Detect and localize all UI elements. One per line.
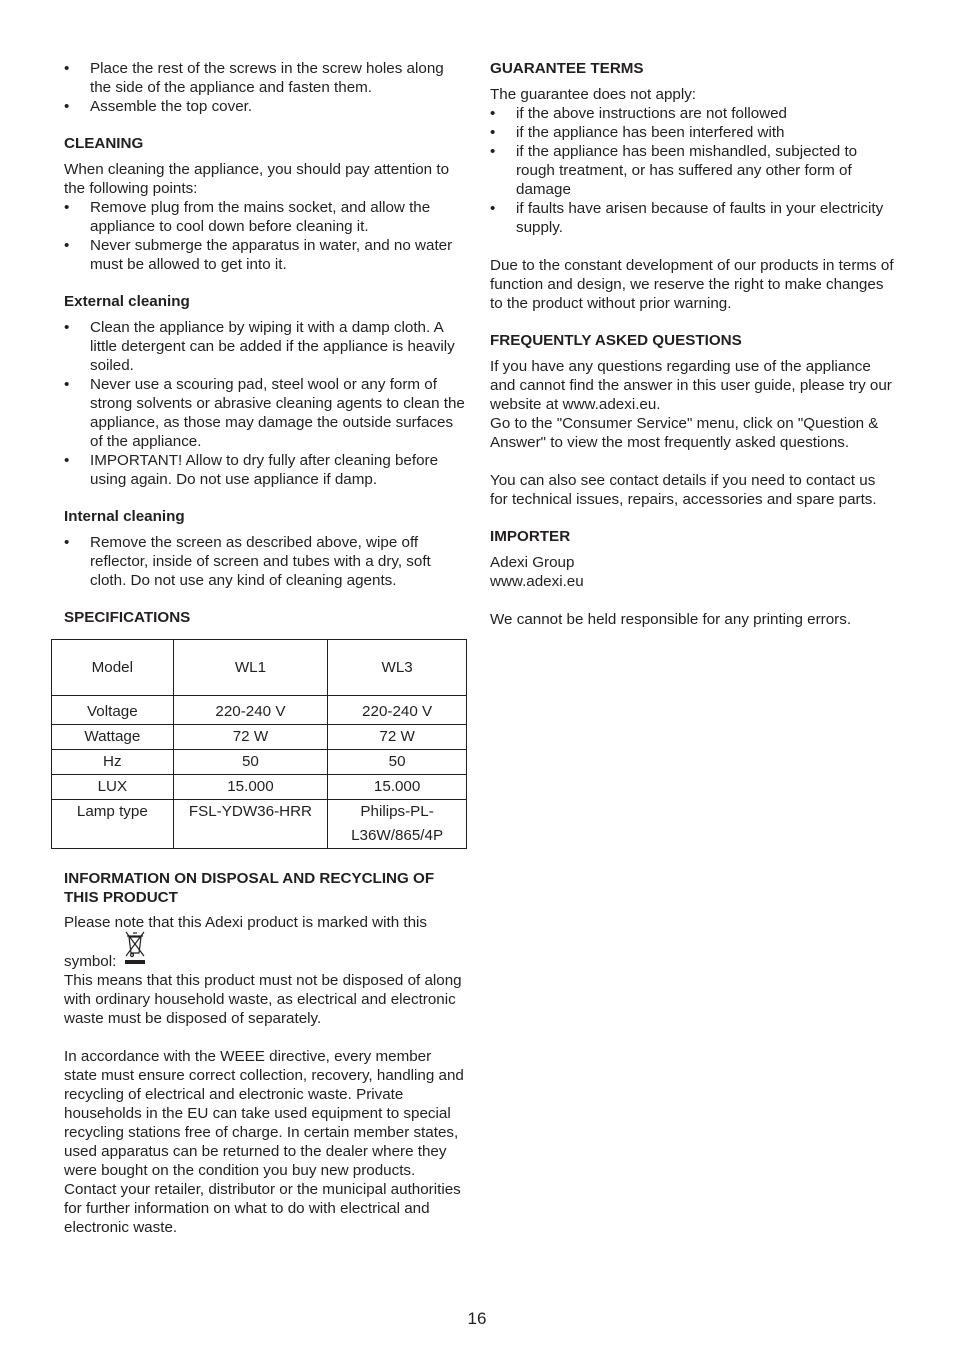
guarantee-heading: GUARANTEE TERMS [490,60,644,77]
list-item: • IMPORTANT! Allow to dry fully after cleaning before using again. Do not use appliance if damp. [64,451,468,489]
disposal-paragraph-1: Please note that this Adexi product is marked with this [64,914,428,931]
cleaning-intro: When cleaning the appliance, you should pay attention to the following points: [64,161,450,197]
table-cell: Wattage [52,725,174,750]
table-row [52,775,467,800]
importer-heading: IMPORTER [490,528,571,545]
external-cleaning-heading: External cleaning [64,293,190,310]
list-item: • if the appliance has been interfered with [490,123,894,142]
specifications-table [51,639,467,849]
external-cleaning-list [64,318,468,489]
table-cell: WL1 [173,640,328,696]
disposal-paragraph-3: In accordance with the WEEE directive, every member state must ensure correct collection, recovery, handling and recycling of electrical and electronic waste. Private households in the EU can take used equipment to special recycling stations free of charge. In certain member states, used apparatus can be returned to the dealer where they were bought on the condition you buy new products. Contact your retailer, distributor or the municipal authorities for further information on what to do with electrical and electronic waste. [64,1048,464,1236]
cleaning-heading: CLEANING [64,135,144,152]
lamp-type-line-1: Philips-PL- [360,803,434,820]
table-cell: Hz [52,750,174,775]
table-header-row [52,640,467,696]
importer-website: www.adexi.eu [490,573,584,590]
faq-heading: FREQUENTLY ASKED QUESTIONS [490,332,742,349]
disposal-heading: INFORMATION ON DISPOSAL AND RECYCLING OF THIS PRODUCT [64,870,435,906]
table-row [52,750,467,775]
table-cell: LUX [52,775,174,800]
list-item: • Remove the screen as described above, wipe off reflector, inside of screen and tubes with a dry, soft cloth. Do not use any kind of cleaning agents. [64,533,468,590]
lamp-type-line-2: L36W/865/4P [351,827,444,844]
faq-paragraph-2: Go to the "Consumer Service" menu, click on "Question & Answer" to view the most frequently asked questions. [490,415,879,451]
list-item: • Assemble the top cover. [64,97,468,116]
internal-cleaning-heading: Internal cleaning [64,508,185,525]
list-item: • if faults have arisen because of faults in your electricity supply. [490,199,894,237]
disposal-paragraph-2: This means that this product must not be disposed of along with ordinary household waste, as electrical and electronic waste must be disposed of separately. [64,972,462,1027]
symbol-line [64,932,468,971]
table-cell: 72 W [328,725,467,750]
faq-paragraph-3: You can also see contact details if you need to contact us for technical issues, repairs, accessories and spare parts. [490,472,877,508]
table-cell: FSL-YDW36-HRR [173,800,328,849]
guarantee-list [490,104,894,237]
symbol-label: symbol: [64,953,117,970]
list-item: • Never submerge the apparatus in water, and no water must be allowed to get into it. [64,236,468,274]
table-cell: 72 W [173,725,328,750]
table-cell: Voltage [52,696,174,725]
list-item: • Never use a scouring pad, steel wool or any form of strong solvents or abrasive cleaning agents to clean the appliance, as those may damage the outside surfaces of the appliance. [64,375,468,451]
table-cell: Lamp type [52,800,174,849]
table-cell: WL3 [328,640,467,696]
crossed-out-wheelie-bin-icon [124,929,146,970]
table-row [52,800,467,849]
list-item: • if the appliance has been mishandled, subjected to rough treatment, or has suffered any other form of damage [490,142,894,199]
table-cell: 220-240 V [328,696,467,725]
table-cell: 220-240 V [173,696,328,725]
table-cell [328,800,467,849]
guarantee-note: Due to the constant development of our products in terms of function and design, we reserve the right to make changes to the product without prior warning. [490,257,894,312]
table-cell: 50 [173,750,328,775]
left-column [64,59,468,1237]
right-column [490,59,894,629]
table-cell: 15.000 [328,775,467,800]
table-cell: 15.000 [173,775,328,800]
table-row [52,725,467,750]
specifications-heading: SPECIFICATIONS [64,609,191,626]
faq-paragraph-1: If you have any questions regarding use of the appliance and cannot find the answer in this user guide, please try our website at www.adexi.eu. [490,358,892,413]
list-item: • Remove plug from the mains socket, and allow the appliance to cool down before cleaning it. [64,198,468,236]
list-item: • Clean the appliance by wiping it with a damp cloth. A little detergent can be added if the appliance is heavily soiled. [64,318,468,375]
table-cell: Model [52,640,174,696]
table-row [52,696,467,725]
internal-cleaning-list [64,533,468,590]
importer-name: Adexi Group [490,554,575,571]
page-number: 16 [467,1309,487,1328]
table-cell: 50 [328,750,467,775]
list-item: • if the above instructions are not followed [490,104,894,123]
cleaning-list [64,198,468,274]
list-item: • Place the rest of the screws in the screw holes along the side of the appliance and fasten them. [64,59,468,97]
printing-disclaimer: We cannot be held responsible for any printing errors. [490,611,852,628]
assembly-list [64,59,468,116]
guarantee-intro: The guarantee does not apply: [490,86,697,103]
